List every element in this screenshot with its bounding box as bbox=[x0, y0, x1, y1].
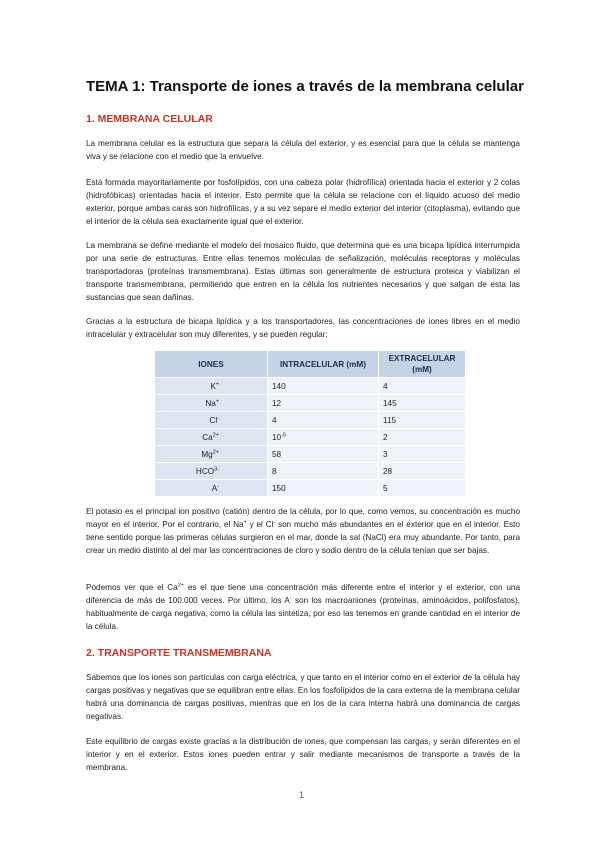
intracellular-cell: 58 bbox=[268, 446, 379, 463]
ion-cell: A- bbox=[155, 480, 268, 497]
ion-cell: $Mg^{2+}$ bbox=[155, 446, 268, 463]
ion-cell: Cl- bbox=[155, 412, 268, 429]
section-heading-transporte: 2. TRANSPORTE TRANSMEMBRANA bbox=[86, 647, 272, 659]
extracellular-cell: 3 bbox=[379, 446, 466, 463]
table-row bbox=[155, 429, 466, 446]
ion-cell: $HCO^{3-}$ bbox=[155, 463, 268, 480]
ion-cell: K+ bbox=[155, 378, 268, 395]
table-row bbox=[155, 395, 466, 412]
table-row bbox=[155, 463, 466, 480]
paragraph: Este equilibrio de cargas existe gracias a la distribución de iones, que compensan las cargas, y serán diferentes en el interior y en el exterior. Estos iones pueden entrar y salir mediante mecanismos de transporte a través de la membrana. bbox=[86, 737, 520, 772]
ion-cell: $Ca^{2+}$ bbox=[155, 429, 268, 446]
intracellular-cell: 8 bbox=[268, 463, 379, 480]
page-title: TEMA 1: Transporte de iones a través de la membrana celular bbox=[86, 78, 524, 95]
intracellular-cell: 4 bbox=[268, 412, 379, 429]
extracellular-cell: 145 bbox=[379, 395, 466, 412]
intracellular-cell: 12 bbox=[268, 395, 379, 412]
extracellular-cell: 5 bbox=[379, 480, 466, 497]
intracellular-cell: 150 bbox=[268, 480, 379, 497]
paragraph: La membrana se define mediante el modelo del mosaico fluido, que determina que es una bicapa lipídica interrumpida por una serie de estructuras. Entre ellas tenemos moléculas de señalización, moléculas receptoras y moléculas transportadoras (proteínas transmembrana). Estas últimas son generalmente de estructura proteica y viabilizan el transporte transmembrana, permitiendo que entren en la célula los nutrientes necesarios y que salgan de esta las sustancias que sean dañinas. bbox=[86, 241, 520, 302]
ion-concentration-table bbox=[154, 350, 466, 497]
table-header: EXTRACELULAR (mM) bbox=[379, 351, 466, 378]
extracellular-cell: 115 bbox=[379, 412, 466, 429]
paragraph: Está formada mayoritariamente por fosfolípidos, con una cabeza polar (hidrofílica) orientada hacia el exterior y 2 colas (hidrofóbicas) orientadas hacia el interior. Esto permite que la célula se relacione con el líquido acuoso del medio exterior, porque ambas caras son hidrofílicas, y a su vez separe el medio exterior del interior (citoplasma), evitando que el interior de la célula sea exactamente igual que el exterior. bbox=[86, 178, 520, 226]
extracellular-cell: 28 bbox=[379, 463, 466, 480]
extracellular-cell: 4 bbox=[379, 378, 466, 395]
table-header: IONES bbox=[155, 351, 268, 378]
table-row bbox=[155, 446, 466, 463]
table-row bbox=[155, 480, 466, 497]
table-header: INTRACELULAR (mM) bbox=[268, 351, 379, 378]
paragraph: Gracias a la estructura de bicapa lipídica y a los transportadores, las concentraciones de iones libres en el medio intracelular y extracelular son muy diferentes, y se pueden regular: bbox=[86, 317, 520, 339]
intracellular-cell: $10^{-5}$ bbox=[268, 429, 379, 446]
ion-cell: Na+ bbox=[155, 395, 268, 412]
table-row bbox=[155, 412, 466, 429]
paragraph: La membrana celular es la estructura que separa la célula del exterior, y es esencial para que la célula se mantenga viva y se relacione con el medio que la envuelve. bbox=[86, 139, 520, 161]
extracellular-cell: 2 bbox=[379, 429, 466, 446]
section-heading-membrana: 1. MEMBRANA CELULAR bbox=[86, 113, 213, 125]
paragraph: Podemos ver que el $Ca^{2+}$ es el que tiene una concentración más diferente entre el interior y el exterior, con una diferencia de más de 100.000 veces. Por último, los A- son los macroaniones (proteínas, aminoácidos, polifosfatos), habitualmente de carga negativa, como la célula las sintetiza, por eso las tenemos en grande cantidad en el interior de la célula. bbox=[86, 582, 521, 631]
paragraph: El potasio es el principal ion positivo (catión) dentro de la célula, por lo que, como vemos, su concentración es mucho mayor en el interior. Por el contrario, el Na+ y el Cl- son mucho más abundantes en el exterior que en el interior. Esto tiene sentido porque las primeras células surgieron en el mar, donde la sal (NaCl) era muy abundante. Por tanto, para crear un medio distinto al del mar las concentraciones de cloro y sodio dentro de la célula tenían que ser bajas. bbox=[86, 507, 520, 555]
table-row bbox=[155, 378, 466, 395]
page-number: 1 bbox=[298, 790, 304, 800]
paragraph: Sabemos que los iones son partículas con carga eléctrica, y que tanto en el interior como en el exterior de la célula hay cargas positivas y negativas que se equilibran entre ellas. En los fosfolípidos de la cara externa de la membrana celular habrá una dominancia de cargas positivas, mientras que en los de la cara interna habrá una dominancia de cargas negativas. bbox=[86, 673, 520, 721]
intracellular-cell: 140 bbox=[268, 378, 379, 395]
